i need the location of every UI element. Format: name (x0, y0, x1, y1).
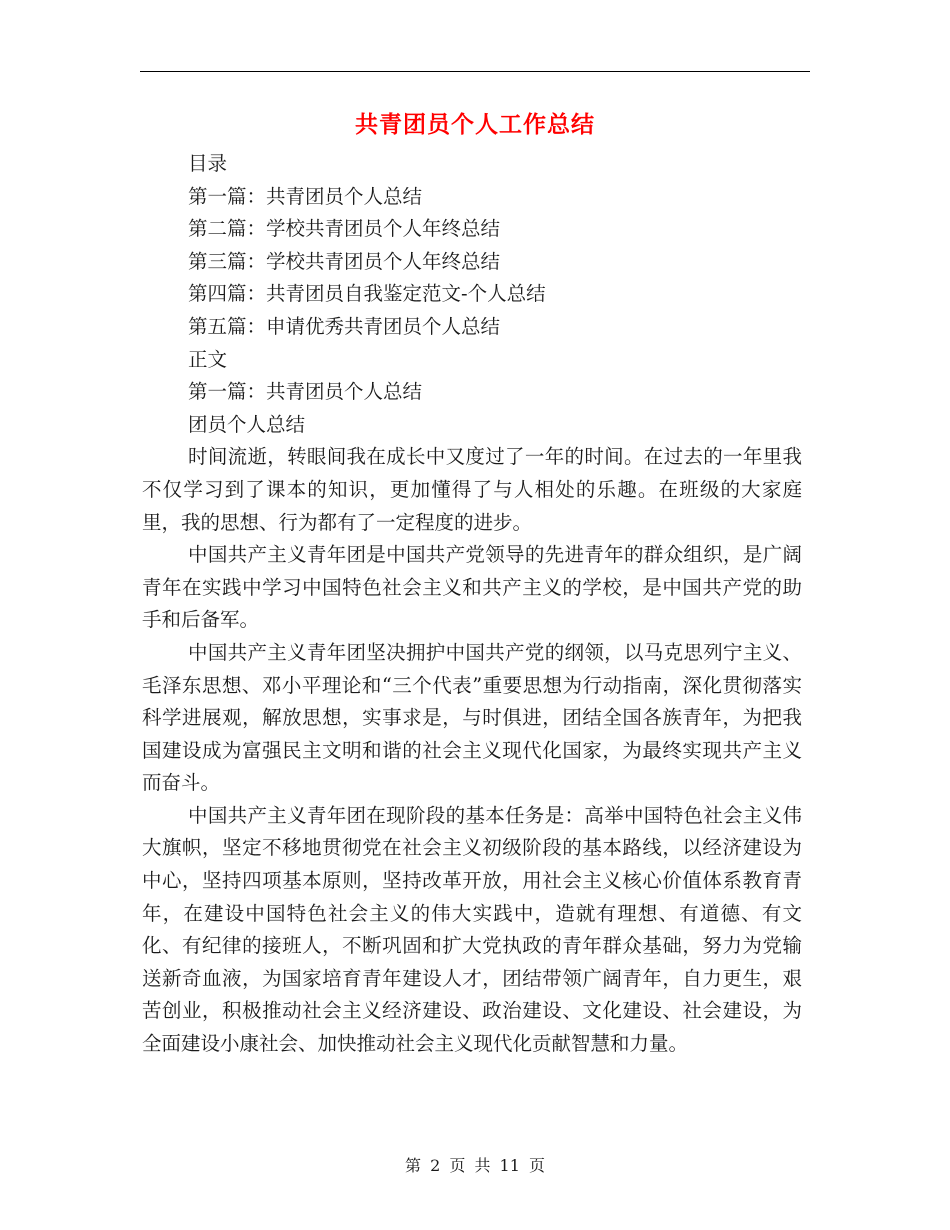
paragraph-4: 中国共产主义青年团在现阶段的基本任务是：高举中国特色社会主义伟大旗帜，坚定不移地贯彻党在社会主义初级阶段的基本路线，以经济建设为中心，坚持四项基本原则，坚持改革开放，用社会主义核心价值体系教育青年，在建设中国特色社会主义的伟大实践中，造就有理想、有道德、有文化、有纪律的接班人，不断巩固和扩大党执政的青年群众基础，努力为党输送新奇血液，为国家培育青年建设人才，团结带领广阔青年，自力更生，艰苦创业，积极推动社会主义经济建设、政治建设、文化建设、社会建设，为全面建设小康社会、加快推动社会主义现代化贡献智慧和力量。 (142, 803, 802, 1056)
toc-item-2: 第二篇：学校共青团员个人年终总结 (188, 217, 501, 241)
document-body (142, 148, 802, 1061)
paragraph-1: 时间流逝，转眼间我在成长中又度过了一年的时间。在过去的一年里我不仅学习到了课本的知识，更加懂得了与人相处的乐趣。在班级的大家庭里，我的思想、行为都有了一定程度的进步。 (142, 445, 802, 534)
toc-item-1: 第一篇：共青团员个人总结 (188, 184, 423, 208)
section-heading: 团员个人总结 (188, 412, 306, 436)
page-number-footer: 第 2 页 共 11 页 (405, 1156, 545, 1175)
document-title: 共青团员个人工作总结 (355, 112, 595, 138)
toc-item-3: 第三篇：学校共青团员个人年终总结 (188, 249, 501, 273)
paragraph-3: 中国共产主义青年团坚决拥护中国共产党的纲领，以马克思列宁主义、毛泽东思想、邓小平理论和“三个代表”重要思想为行动指南，深化贯彻落实科学进展观，解放思想，实事求是，与时俱进，团结全国各族青年，为把我国建设成为富强民主文明和谐的社会主义现代化国家，为最终实现共产主义而奋斗。 (142, 640, 802, 795)
toc-heading: 目录 (188, 152, 228, 175)
toc-item-4: 第四篇：共青团员自我鉴定范文-个人总结 (188, 282, 546, 306)
toc-item-5: 第五篇：申请优秀共青团员个人总结 (188, 314, 501, 338)
body-heading: 正文 (188, 347, 228, 371)
chapter-heading: 第一篇：共青团员个人总结 (188, 380, 423, 404)
header-rule (140, 71, 810, 72)
paragraph-2: 中国共产主义青年团是中国共产党领导的先进青年的群众组织，是广阔青年在实践中学习中国特色社会主义和共产主义的学校，是中国共产党的助手和后备军。 (142, 543, 802, 632)
